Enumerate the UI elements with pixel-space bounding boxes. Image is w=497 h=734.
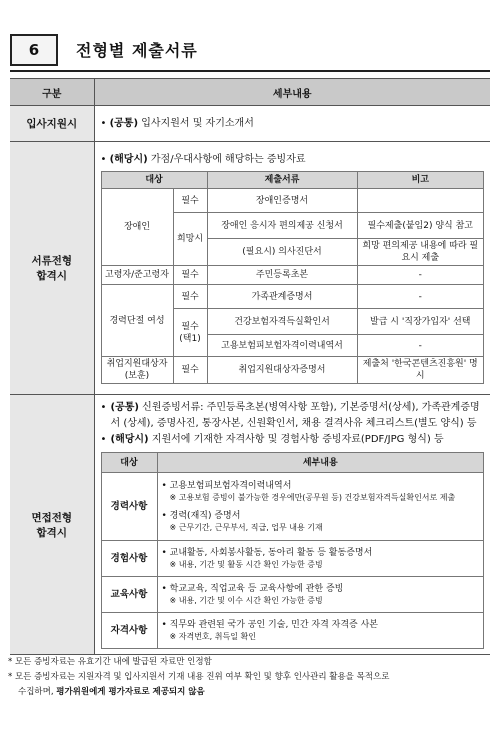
table-row	[101, 473, 484, 541]
common-bullet: • (공통) 신원증빙서류: 주민등록초본(병역사항 포함), 기본증명서(상세), 가족관계증명서 (상세), 증명사진, 통장사본, 신원확인서, 채용 결격사유 체크리스트(별도 양식) 등	[100, 402, 480, 429]
note-cell: -	[357, 285, 483, 309]
doc-cell: 취업지원대상자증명서	[207, 357, 357, 384]
document-screening-content: • (해당시) 가점/우대사항에 해당하는 증빙자료 대상 제출서류 비고 장애인 필수 장애인증명서 희망시 장애인 응시자 편의제공 신청서 필수제출(붙임2) 양식 참고 (필요시) 의사진단서 희망 편의제공 내용에 따라 필요시 제출 고령자/준고령자 필수 주민등록초본 - 경력단절 여성 필수 가족관계증명서 - 필수 (택1) 건강보험자격득실확인서 발급 시 '직장가입자' 선택 고용보험피보험자격이력내역서 - 취업지원대상자 (보훈) 필수 취업지원대상자증명서 제출처 '한국콘텐츠진흥원' 명시	[94, 142, 490, 395]
intro-text: 가점/우대사항에 해당하는 증빙자료	[150, 154, 306, 165]
required-cell: 필수	[173, 266, 207, 285]
main-table-header	[10, 79, 490, 106]
submission-table	[10, 78, 490, 655]
target-header: 대상	[101, 172, 207, 189]
education-item: 학교교육, 직업교육 등 교육사항에 관한 증빙	[169, 583, 344, 594]
docs-header: 제출서류	[207, 172, 357, 189]
note-cell: 제출처 '한국콘텐츠진흥원' 명시	[357, 357, 483, 384]
common-text: 신원증빙서류: 주민등록초본(병역사항 포함), 기본증명서(상세), 가족관계증명서 (상세), 증명사진, 통장사본, 신원확인서, 채용 결격사유 체크리스트(별도 양식) 등	[110, 402, 480, 429]
note-cell: 희망 편의제공 내용에 따라 필요시 제출	[357, 239, 483, 266]
details-header: 세부내용	[157, 453, 484, 473]
career-item: 경력(재직) 증명서	[169, 510, 241, 521]
career-item: 고용보험피보험자격이력내역서	[169, 480, 292, 491]
doc-cell: 건강보험자격득실확인서	[207, 309, 357, 335]
applicable-tag: (해당시)	[110, 434, 149, 445]
education-details: • 학교교육, 직업교육 등 교육사항에 관한 증빙 ※ 내용, 기간 및 이수 시간 확인 가능한 증빙	[157, 577, 484, 613]
table-row	[101, 266, 484, 285]
note-header: 비고	[357, 172, 483, 189]
common-tag: (공통)	[109, 117, 139, 129]
interview-label	[10, 395, 94, 655]
qualification-target: 자격사항	[101, 613, 157, 649]
footnote-text: 모든 증빙자료는 유효기간 내에 발급된 자료만 인정함	[14, 657, 212, 667]
experience-note: ※ 내용, 기간 및 활동 시간 확인 가능한 증빙	[169, 559, 323, 569]
table-row	[101, 189, 484, 213]
application-content: • (공통) 입사지원서 및 자기소개서	[94, 106, 490, 142]
disabled-target: 장애인	[101, 189, 173, 266]
doc-cell: 가족관계증명서	[207, 285, 357, 309]
footnote-text: 수집하며,	[18, 687, 54, 697]
table-row	[101, 577, 484, 613]
education-note: ※ 내용, 기간 및 이수 시간 확인 가능한 증빙	[169, 595, 323, 605]
interview-row	[10, 395, 490, 655]
career-details: • 고용보험피보험자격이력내역서 ※ 고용보험 증빙이 불가능한 경우에만(공무원 등) 건강보험자격득실확인서로 제출 • 경력(재직) 증명서 ※ 근무기간, 근무부서, 직급, 업무 내용 기재	[157, 473, 484, 541]
doc-cell: 고용보험피보험자격이력내역서	[207, 335, 357, 357]
common-tag: (공통)	[110, 402, 139, 413]
footnote-continued	[8, 685, 490, 700]
experience-details: • 교내활동, 사회봉사활동, 동아리 활동 등 활동증명서 ※ 내용, 기간 및 활동 시간 확인 가능한 증빙	[157, 541, 484, 577]
table-row	[101, 285, 484, 309]
doc-cell: 장애인증명서	[207, 189, 357, 213]
doc-cell: (필요시) 의사진단서	[207, 239, 357, 266]
category-header: 구분	[10, 79, 94, 106]
qualification-item: 직무와 관련된 국가 공인 기술, 민간 자격 자격증 사본	[169, 619, 378, 630]
label-line: 면접전형	[31, 511, 73, 524]
section-header	[10, 34, 490, 70]
choice-cell: 필수 (택1)	[173, 309, 207, 357]
education-target: 교육사항	[101, 577, 157, 613]
doc-cell: 장애인 응시자 편의제공 신청서	[207, 213, 357, 239]
experience-target: 경험사항	[101, 541, 157, 577]
career-note: ※ 근무기간, 근무부서, 직급, 업무 내용 기재	[169, 522, 323, 532]
footnote: * 모든 증빙자료는 지원자격 및 입사지원서 기재 내용 진위 여부 확인 및 향후 인사관리 활용을 목적으로	[8, 672, 390, 682]
table-row	[101, 357, 484, 384]
doc-cell: 주민등록초본	[207, 266, 357, 285]
details-header: 세부내용	[94, 79, 490, 106]
note-cell: -	[357, 335, 483, 357]
career-note: ※ 고용보험 증빙이 불가능한 경우에만(공무원 등) 건강보험자격득실확인서로 제출	[169, 492, 456, 502]
career-women-target: 경력단절 여성	[101, 285, 173, 357]
application-label: 입사지원시	[10, 106, 94, 142]
label-line: 합격시	[36, 270, 67, 282]
interview-content	[94, 395, 490, 655]
section-number: 6	[10, 34, 58, 66]
footnote-emphasis: 평가위원에게 평가자료로 제공되지 않음	[56, 687, 205, 697]
support-target: 취업지원대상자 (보훈)	[101, 357, 173, 384]
section-title: 전형별 제출서류	[76, 41, 198, 60]
table-row	[101, 613, 484, 649]
label-line: 서류전형	[31, 255, 73, 267]
optional-cell: 희망시	[173, 213, 207, 266]
note-cell: -	[357, 266, 483, 285]
qualification-details: • 직무와 관련된 국가 공인 기술, 민간 자격 자격증 사본 ※ 자격번호, 취득일 확인	[157, 613, 484, 649]
applicable-bullet: • (해당시) 지원서에 기재한 자격사항 및 경험사항 증빙자료(PDF/JPG 형식) 등	[100, 434, 444, 445]
required-cell: 필수	[173, 189, 207, 213]
document-screening-row	[10, 142, 490, 395]
applicable-text: 지원서에 기재한 자격사항 및 경험사항 증빙자료(PDF/JPG 형식) 등	[151, 434, 444, 445]
qualification-note: ※ 자격번호, 취득일 확인	[169, 631, 256, 641]
career-target: 경력사항	[101, 473, 157, 541]
application-row	[10, 106, 490, 142]
target-header: 대상	[101, 453, 157, 473]
applicable-tag: (해당시)	[109, 154, 148, 165]
bonus-documents-table	[101, 171, 485, 384]
sub-table-header	[101, 172, 484, 189]
note-cell: 발급 시 '직장가입자' 선택	[357, 309, 483, 335]
required-cell: 필수	[173, 357, 207, 384]
elderly-target: 고령자/준고령자	[101, 266, 173, 285]
document-screening-label	[10, 142, 94, 395]
label-line: 합격시	[36, 526, 67, 539]
footnote-text: 모든 증빙자료는 지원자격 및 입사지원서 기재 내용 진위 여부 확인 및 향후 인사관리 활용을 목적으로	[14, 672, 390, 682]
sub-table-header	[101, 453, 484, 473]
note-cell: 필수제출(붙임2) 양식 참고	[357, 213, 483, 239]
header-rule	[10, 70, 490, 72]
experience-item: 교내활동, 사회봉사활동, 동아리 활동 등 활동증명서	[169, 547, 373, 558]
required-cell: 필수	[173, 285, 207, 309]
evidence-table	[101, 452, 485, 649]
table-row	[101, 541, 484, 577]
footnote: * 모든 증빙자료는 유효기간 내에 발급된 자료만 인정함	[8, 657, 212, 667]
footnotes	[8, 655, 490, 700]
application-text: 입사지원서 및 자기소개서	[141, 117, 254, 129]
